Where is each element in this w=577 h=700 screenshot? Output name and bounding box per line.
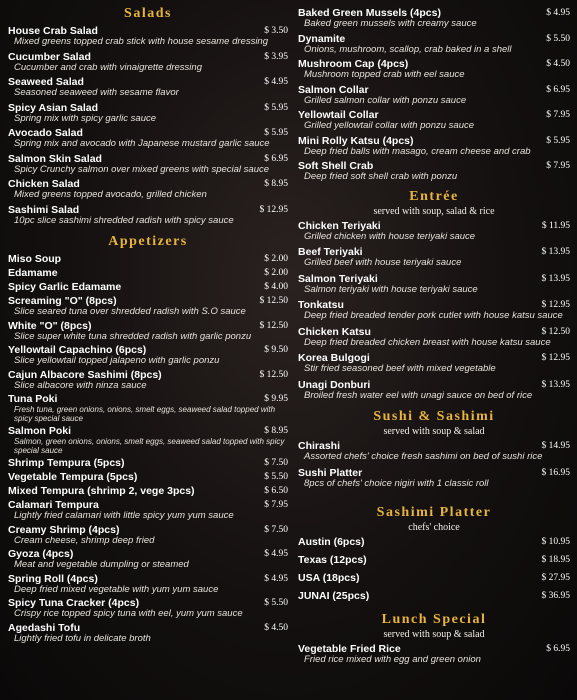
platter-subtitle: chefs' choice bbox=[408, 522, 460, 533]
menu-item-price: $ 6.95 bbox=[546, 84, 570, 95]
menu-item-description: Salmon teriyaki with house teriyaki sauce bbox=[304, 283, 478, 295]
menu-item-name: Salmon Collar bbox=[298, 83, 369, 96]
menu-item-name: Cajun Albacore Sashimi (8pcs) bbox=[8, 368, 162, 381]
menu-item bbox=[298, 468, 570, 490]
menu-item-name: Vegetable Fried Rice bbox=[298, 643, 401, 655]
menu-item-description: Fried rice mixed with egg and green onion bbox=[304, 654, 481, 665]
menu-item-price: $ 6.95 bbox=[264, 153, 288, 164]
salads-list bbox=[8, 26, 288, 226]
menu-item-name: JUNAI (25pcs) bbox=[298, 590, 370, 602]
lunch-section bbox=[298, 612, 570, 666]
menu-item-name: Spicy Garlic Edamame bbox=[8, 281, 122, 293]
menu-item bbox=[8, 179, 288, 201]
menu-item-description: Meat and vegetable dumpling or steamed bbox=[14, 559, 189, 570]
menu-item bbox=[298, 85, 570, 107]
menu-item-name: White "O" (8pcs) bbox=[8, 319, 92, 332]
menu-item-price: $ 11.95 bbox=[541, 220, 570, 231]
menu-item-description: Grilled beef with house teriyaki sauce bbox=[304, 257, 462, 268]
menu-item bbox=[8, 574, 288, 596]
menu-item bbox=[298, 644, 570, 666]
menu-item-description: Grilled salmon collar with ponzu sauce bbox=[304, 94, 467, 106]
salads-section bbox=[8, 6, 288, 226]
menu-item bbox=[8, 296, 288, 318]
menu-item-description: Salmon, green onions, onions, smelt eggs, seaweed salad topped with spicy special sauce bbox=[14, 437, 285, 455]
menu-item-name: Creamy Shrimp (4pcs) bbox=[8, 523, 120, 536]
menu-item-name: House Crab Salad bbox=[8, 25, 98, 37]
menu-item bbox=[298, 136, 570, 158]
menu-item-price: $ 5.50 bbox=[264, 598, 288, 608]
menu-item bbox=[298, 591, 570, 602]
menu-item-price: $ 27.95 bbox=[541, 573, 570, 583]
menu-item-name: Edamame bbox=[8, 267, 58, 279]
menu-item-price: $ 12.50 bbox=[259, 320, 288, 331]
menu-item-price: $ 7.95 bbox=[546, 110, 570, 120]
menu-item-price: $ 4.50 bbox=[264, 622, 288, 633]
menu-item-price: $ 4.95 bbox=[264, 77, 288, 87]
menu-item-name: Mini Rolly Katsu (4pcs) bbox=[298, 134, 414, 147]
lunch-list bbox=[298, 644, 570, 666]
menu-item bbox=[298, 353, 570, 375]
menu-item-price: $ 7.50 bbox=[264, 458, 288, 468]
entree-title: Entrée bbox=[409, 188, 459, 204]
menu-item bbox=[8, 623, 288, 645]
menu-item-description: Grilled yellowtail collar with ponzu sauce bbox=[304, 120, 475, 131]
menu-item-name: Shrimp Tempura (5pcs) bbox=[8, 457, 125, 469]
menu-item-price: $ 18.95 bbox=[541, 555, 570, 565]
menu-item-name: Salmon Teriyaki bbox=[298, 272, 378, 285]
menu-item-price: $ 6.50 bbox=[264, 486, 288, 496]
menu-item-description: Mixed greens topped crab stick with house sesame dressing bbox=[14, 36, 268, 47]
sushi-subtitle: served with soup & salad bbox=[383, 426, 485, 437]
menu-item bbox=[8, 26, 288, 48]
menu-item-price: $ 9.95 bbox=[264, 394, 288, 404]
platter-list bbox=[298, 537, 570, 602]
menu-item-price: $ 7.50 bbox=[264, 524, 288, 535]
menu-item bbox=[298, 537, 570, 548]
menu-item bbox=[8, 458, 288, 469]
menu-item-name: Salmon Skin Salad bbox=[8, 152, 102, 165]
menu-item-price: $ 4.50 bbox=[546, 59, 570, 69]
menu-item bbox=[8, 52, 288, 74]
menu-item-price: $ 13.95 bbox=[541, 273, 570, 284]
menu-item-name: Chirashi bbox=[298, 440, 341, 452]
menu-item-price: $ 4.95 bbox=[264, 573, 288, 584]
menu-item-description: Deep fried balls with masago, cream cheese and crab bbox=[304, 145, 531, 157]
menu-item-description: Cucumber and crab with vinaigrette dressing bbox=[14, 61, 202, 73]
salads-title: Salads bbox=[124, 6, 172, 21]
menu-item-description: Mixed greens topped avocado, grilled chicken bbox=[14, 189, 207, 200]
menu-item-price: $ 5.50 bbox=[546, 33, 570, 44]
menu-item-description: Spring mix and avocado with Japanese mustard garlic sauce bbox=[14, 138, 270, 149]
menu-item-price: $ 14.95 bbox=[541, 441, 570, 451]
menu-item-description: Grilled chicken with house teriyaki sauce bbox=[304, 230, 476, 242]
menu-item bbox=[8, 486, 288, 497]
menu-item-name: Baked Green Mussels (4pcs) bbox=[298, 7, 441, 19]
appetizers-title: Appetizers bbox=[108, 234, 188, 249]
menu-item bbox=[298, 573, 570, 584]
menu-item bbox=[298, 555, 570, 566]
menu-item-name: Screaming "O" (8pcs) bbox=[8, 295, 117, 307]
menu-item-price: $ 13.95 bbox=[541, 379, 570, 390]
menu-item bbox=[298, 59, 570, 81]
menu-item-name: Tuna Poki bbox=[8, 393, 58, 405]
menu-item-description: Slice albacore with ninza sauce bbox=[14, 379, 147, 391]
menu-item-description: Cream cheese, shrimp deep fried bbox=[14, 534, 155, 546]
menu-item bbox=[298, 274, 570, 296]
appetizers-list bbox=[8, 254, 288, 644]
appetizers-continued-list bbox=[298, 8, 570, 183]
menu-item-name: Mushroom Cap (4pcs) bbox=[298, 58, 409, 70]
menu-item-price: $ 36.95 bbox=[541, 591, 570, 601]
menu-item-name: Miso Soup bbox=[8, 253, 62, 265]
menu-item-description: Deep fried soft shell crab with ponzu bbox=[304, 171, 458, 182]
menu-item-name: Beef Teriyaki bbox=[298, 246, 363, 258]
menu-item-price: $ 8.95 bbox=[264, 179, 288, 189]
menu-item-description: Stir fried seasoned beef with mixed vegetable bbox=[304, 363, 496, 374]
menu-item-name: Seaweed Salad bbox=[8, 76, 84, 88]
menu-item-name: Unagi Donburi bbox=[298, 378, 371, 391]
menu-item bbox=[8, 103, 288, 125]
menu-item-name: Cucumber Salad bbox=[8, 50, 91, 63]
menu-item-description: Fresh tuna, green onions, onions, smelt eggs, seaweed salad topped with spicy special sauce bbox=[14, 405, 276, 423]
menu-item-description: Lightly fried tofu in delicate broth bbox=[14, 632, 151, 644]
menu-item-price: $ 12.95 bbox=[259, 204, 288, 215]
menu-item-description: Slice seared tuna over shredded radish with S.O sauce bbox=[14, 306, 246, 317]
menu-item-price: $ 4.00 bbox=[264, 282, 288, 292]
menu-item-price: $ 4.95 bbox=[546, 8, 570, 18]
menu-item bbox=[8, 370, 288, 392]
menu-item-price: $ 3.50 bbox=[264, 26, 288, 36]
menu-item-description: Deep fried breaded chicken breast with house katsu sauce bbox=[304, 336, 551, 348]
menu-item-price: $ 12.50 bbox=[541, 326, 570, 337]
menu-item bbox=[8, 205, 288, 227]
menu-item bbox=[298, 300, 570, 322]
menu-item-price: $ 9.50 bbox=[264, 345, 288, 355]
menu-item-price: $ 7.95 bbox=[264, 500, 288, 510]
menu-item-price: $ 3.95 bbox=[264, 51, 288, 62]
menu-item-price: $ 7.95 bbox=[546, 161, 570, 171]
appetizers-section bbox=[8, 234, 288, 644]
menu-item-price: $ 10.95 bbox=[541, 537, 570, 547]
menu-item bbox=[8, 345, 288, 367]
sushi-list bbox=[298, 441, 570, 489]
menu-item-price: $ 12.50 bbox=[259, 296, 288, 306]
menu-item-price: $ 2.00 bbox=[264, 268, 288, 278]
menu-item bbox=[8, 154, 288, 176]
menu-item-description: Spicy Crunchy salmon over mixed greens with special sauce bbox=[14, 163, 270, 175]
menu-item-name: Sushi Platter bbox=[298, 466, 363, 479]
entree-section bbox=[298, 189, 570, 402]
menu-item-name: Spicy Tuna Cracker (4pcs) bbox=[8, 597, 140, 609]
menu-item-name: Austin (6pcs) bbox=[298, 536, 365, 548]
right-column bbox=[298, 0, 570, 669]
menu-item-description: Slice yellowtail topped jalapeno with garlic ponzu bbox=[14, 355, 220, 366]
menu-item bbox=[298, 34, 570, 56]
menu-item-name: Korea Bulgogi bbox=[298, 352, 370, 364]
platter-section bbox=[298, 505, 570, 602]
lunch-title: Lunch Special bbox=[381, 612, 487, 627]
menu-item-price: $ 5.50 bbox=[264, 472, 288, 482]
menu-item-description: Mushroom topped crab with eel sauce bbox=[304, 69, 465, 80]
menu-item bbox=[8, 472, 288, 483]
menu-item bbox=[298, 380, 570, 402]
menu-item-name: Vegetable Tempura (5pcs) bbox=[8, 471, 138, 483]
menu-item-name: Dynamite bbox=[298, 32, 346, 45]
menu-item-name: Texas (12pcs) bbox=[298, 554, 367, 566]
menu-item-price: $ 12.95 bbox=[541, 300, 570, 310]
platter-title: Sashimi Platter bbox=[376, 505, 492, 520]
menu-item-name: Chicken Katsu bbox=[298, 325, 371, 338]
menu-item bbox=[298, 221, 570, 243]
menu-item bbox=[8, 525, 288, 547]
menu-item-description: Broiled fresh water eel with unagi sauce on bed of rice bbox=[304, 389, 533, 401]
menu-item-description: Crispy rice topped spicy tuna with eel, yum yum sauce bbox=[14, 608, 243, 619]
menu-item bbox=[8, 128, 288, 150]
menu-item-name: Chicken Teriyaki bbox=[298, 219, 381, 232]
menu-item-description: Seasoned seaweed with sesame flavor bbox=[14, 87, 179, 98]
menu-item bbox=[8, 77, 288, 99]
left-column bbox=[8, 0, 288, 647]
menu-item-name: Tonkatsu bbox=[298, 299, 344, 311]
menu-item bbox=[8, 394, 288, 423]
menu-item-price: $ 4.95 bbox=[264, 549, 288, 559]
sushi-section bbox=[298, 409, 570, 489]
menu-item-description: Baked green mussels with creamy sauce bbox=[304, 18, 477, 29]
entree-subtitle: served with soup, salad & rice bbox=[373, 205, 495, 217]
menu-item-description: Assorted chefs' choice fresh sashimi on bed of sushi rice bbox=[304, 451, 543, 462]
menu-item-description: Slice super white tuna shredded radish with garlic ponzu bbox=[14, 330, 252, 342]
menu-item-price: $ 8.95 bbox=[264, 426, 288, 436]
menu-item-name: Chicken Salad bbox=[8, 178, 80, 190]
menu-item bbox=[8, 426, 288, 455]
menu-item-name: Calamari Tempura bbox=[8, 499, 99, 511]
menu-item-price: $ 12.95 bbox=[541, 353, 570, 363]
menu-item-price: $ 5.95 bbox=[264, 128, 288, 138]
menu-item-price: $ 16.95 bbox=[541, 467, 570, 478]
sushi-title: Sushi & Sashimi bbox=[373, 409, 495, 424]
menu-item-name: Yellowtail Collar bbox=[298, 109, 379, 121]
menu-item-price: $ 6.95 bbox=[546, 644, 570, 654]
menu-item-name: Yellowtail Capachino (6pcs) bbox=[8, 344, 147, 356]
entree-list bbox=[298, 221, 570, 402]
menu-item-name: USA (18pcs) bbox=[298, 572, 360, 584]
menu-item-description: Deep fried breaded tender pork cutlet with house katsu sauce bbox=[304, 310, 563, 321]
menu-item bbox=[298, 8, 570, 30]
menu-item bbox=[8, 268, 288, 279]
menu-item-name: Sashimi Salad bbox=[8, 203, 80, 216]
menu-item bbox=[298, 441, 570, 463]
menu-item-name: Gyoza (4pcs) bbox=[8, 548, 74, 560]
menu-item-price: $ 2.00 bbox=[264, 254, 288, 264]
menu-item-name: Avocado Salad bbox=[8, 127, 83, 139]
menu-item-description: Onions, mushroom, scallop, crab baked in a shell bbox=[304, 43, 512, 55]
lunch-subtitle: served with soup & salad bbox=[383, 629, 485, 640]
menu-item-price: $ 5.95 bbox=[546, 135, 570, 146]
menu-item-name: Spicy Asian Salad bbox=[8, 101, 99, 114]
menu-item-description: Lightly fried calamari with little spicy yum yum sauce bbox=[14, 510, 234, 521]
menu-item-description: Spring mix with spicy garlic sauce bbox=[14, 112, 157, 124]
menu-item bbox=[8, 549, 288, 571]
menu-item-description: 10pc slice sashimi shredded radish with spicy sauce bbox=[14, 214, 234, 226]
menu-item bbox=[298, 110, 570, 132]
menu-item bbox=[8, 254, 288, 265]
menu-item bbox=[298, 247, 570, 269]
menu-item-name: Soft Shell Crab bbox=[298, 160, 374, 172]
menu-item bbox=[8, 598, 288, 620]
menu-item-name: Salmon Poki bbox=[8, 425, 72, 437]
menu-item bbox=[298, 161, 570, 183]
menu-item-name: Spring Roll (4pcs) bbox=[8, 572, 98, 585]
menu-item bbox=[8, 321, 288, 343]
menu-item-price: $ 12.50 bbox=[259, 369, 288, 380]
menu-item bbox=[298, 327, 570, 349]
menu-item-price: $ 5.95 bbox=[264, 102, 288, 113]
menu-item-name: Mixed Tempura (shrimp 2, vege 3pcs) bbox=[8, 485, 195, 497]
menu-item-name: Agedashi Tofu bbox=[8, 621, 81, 634]
menu-item bbox=[8, 282, 288, 293]
menu-item-description: Deep fried mixed vegetable with yum yum sauce bbox=[14, 583, 219, 595]
menu-item bbox=[8, 500, 288, 522]
menu-item-description: 8pcs of chefs' choice nigiri with 1 classic roll bbox=[304, 477, 489, 489]
menu-item-price: $ 13.95 bbox=[541, 247, 570, 257]
